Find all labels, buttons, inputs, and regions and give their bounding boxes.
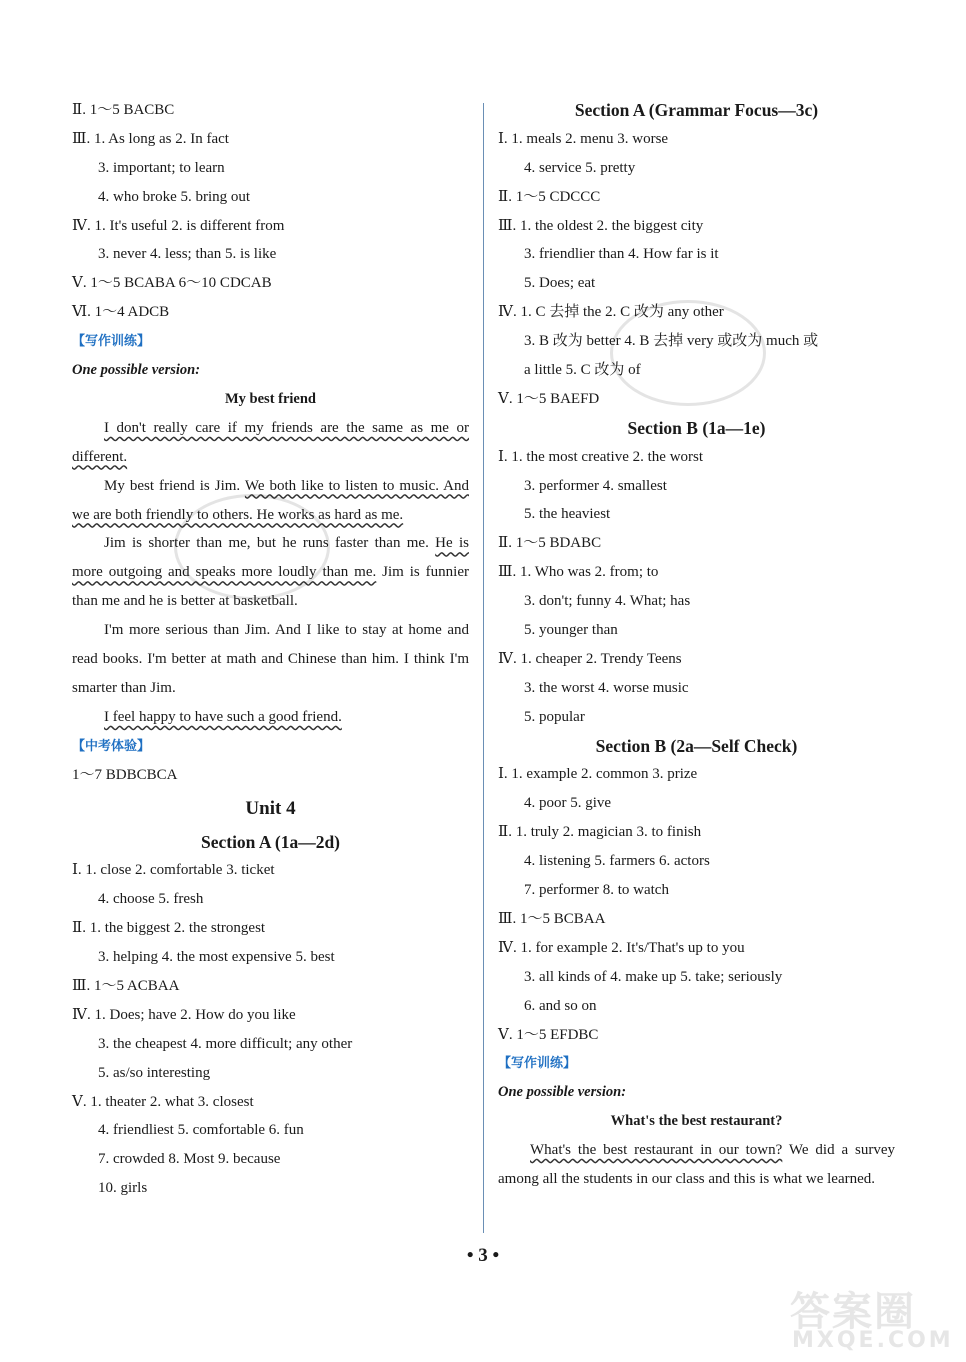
section-title: Section B (1a—1e): [627, 417, 766, 438]
answer-line: Ⅲ. 1～5 ACBAA: [72, 978, 180, 994]
answer-line: 4. service 5. pretty: [524, 159, 636, 176]
underlined-sentence: I feel happy to have such a good friend.: [104, 708, 342, 725]
essay-paragraph: [72, 703, 469, 732]
answer-line: 10. girls: [98, 1180, 148, 1197]
version-label: One possible version:: [72, 362, 201, 379]
answer-line: 4. who broke 5. bring out: [98, 188, 251, 205]
sentence: Jim is funnier than me and he is better at basketball.: [72, 564, 470, 610]
page-number: • 3 •: [466, 1245, 500, 1266]
answer-line: 5. younger than: [524, 622, 618, 639]
version-label: One possible version:: [498, 1084, 627, 1101]
sentence: We did a survey among all the students in our class and this is what we learned.: [498, 1142, 895, 1187]
answer-line: Ⅳ. 1. for example 2. It's/That's up to you: [498, 939, 745, 956]
answer-line: Ⅱ. 1. truly 2. magician 3. to finish: [498, 824, 702, 841]
answer-line: 5. popular: [524, 708, 585, 725]
answer-line: 3. performer 4. smallest: [524, 477, 667, 494]
answer-line: Ⅲ. 1. the oldest 2. the biggest city: [498, 217, 704, 234]
answer-line: 3. the cheapest 4. more difficult; any other: [98, 1035, 353, 1052]
sentence: Jim is shorter than me, but he runs faster than me.: [104, 535, 436, 552]
answer-line: 3. helping 4. the most expensive 5. best: [98, 949, 335, 966]
sentence: I'm more serious than Jim. And I like to stay at home and read books. I'm better at math and Chinese than him. I think I'm smarter than Jim.: [72, 622, 469, 696]
answer-line: 3. friendlier than 4. How far is it: [524, 246, 719, 263]
unit-title: Unit 4: [245, 797, 296, 819]
answer-line: 4. choose 5. fresh: [98, 891, 204, 908]
underlined-sentence: We both like to listen to music. And we are both friendly to others. He works as hard as me.: [72, 477, 469, 523]
right-column: [498, 96, 895, 1194]
answer-line: Ⅱ. 1～5 CDCCC: [498, 188, 601, 205]
site-logo: [784, 1278, 954, 1358]
answer-line: Ⅰ. 1. the most creative 2. the worst: [498, 448, 704, 465]
answer-line: Ⅴ. 1～5 EFDBC: [498, 1026, 599, 1043]
answer-line: Ⅲ. 1. As long as 2. In fact: [72, 130, 229, 147]
essay-body: [498, 1136, 895, 1194]
column-divider: [483, 103, 484, 1233]
essay-paragraph: [498, 1136, 895, 1194]
answer-line: a little 5. C 改为 of: [524, 362, 641, 379]
answer-line: Ⅲ. 1. Who was 2. from; to: [498, 564, 659, 581]
essay-body: [72, 414, 469, 732]
answer-line: Ⅳ. 1. Does; have 2. How do you like: [72, 1006, 296, 1023]
logo-text: 答案圈: [790, 1289, 916, 1335]
answer-line: 6. and so on: [524, 997, 597, 1014]
answer-line: 3. don't; funny 4. What; has: [524, 593, 691, 610]
answer-line: Ⅰ. 1. meals 2. menu 3. worse: [498, 130, 669, 147]
essay-paragraph: [72, 529, 469, 616]
answer-line: 4. friendliest 5. comfortable 6. fun: [98, 1122, 304, 1139]
essay-title: What's the best restaurant?: [610, 1113, 783, 1130]
answer-line: Ⅵ. 1～4 ADCB: [72, 304, 170, 321]
section-answer-list: [498, 443, 895, 732]
answer-line: 4. poor 5. give: [524, 795, 612, 812]
answer-line: Ⅳ. 1. C 去掉 the 2. C 改为 any other: [498, 304, 724, 321]
answer-line: Ⅳ. 1. It's useful 2. is different from: [72, 217, 285, 234]
answer-line: Ⅱ. 1～5 BACBC: [72, 102, 175, 118]
answer-line: Ⅰ. 1. close 2. comfortable 3. ticket: [72, 862, 275, 879]
essay-title: My best friend: [224, 390, 316, 407]
answer-line: 5. Does; eat: [524, 275, 596, 292]
logo-url: MXQE.COM: [792, 1328, 954, 1353]
writing-tag: 【写作训练】: [72, 334, 151, 350]
answer-line: Ⅱ. 1～5 BDABC: [498, 535, 602, 552]
answer-line: 3. never 4. less; than 5. is like: [98, 246, 277, 263]
section-answer-list: [498, 760, 895, 1049]
answer-line: 5. as/so interesting: [98, 1064, 211, 1081]
answer-line: Ⅱ. 1. the biggest 2. the strongest: [72, 920, 266, 937]
section-title: Section A (Grammar Focus—3c): [574, 100, 819, 120]
writing-tag: 【写作训练】: [498, 1056, 577, 1072]
answer-line: Ⅴ. 1～5 BAEFD: [498, 390, 600, 407]
underlined-sentence: He is more outgoing and speaks more loudly than me.: [72, 535, 469, 581]
section-answer-list: [72, 856, 469, 1203]
answer-line: 4. listening 5. farmers 6. actors: [524, 853, 710, 870]
answer-line: 5. the heaviest: [524, 506, 611, 523]
answer-line: 7. crowded 8. Most 9. because: [98, 1151, 281, 1168]
answer-line: 3. the worst 4. worse music: [524, 679, 689, 696]
answer-line: 7. performer 8. to watch: [524, 882, 669, 899]
underlined-sentence: What's the best restaurant in our town?: [530, 1142, 783, 1159]
exam-answers: 1～7 BDBCBCA: [72, 766, 178, 783]
essay-paragraph: [72, 616, 469, 703]
section-title: Section B (2a—Self Check): [595, 735, 798, 756]
answer-line: Ⅳ. 1. cheaper 2. Trendy Teens: [498, 650, 682, 667]
essay-paragraph: [72, 472, 469, 530]
section-title: Section A (1a—2d): [200, 831, 341, 852]
answer-line: Ⅴ. 1～5 BCABA 6～10 CDCAB: [72, 275, 272, 292]
sentence: My best friend is Jim.: [104, 477, 245, 494]
essay-paragraph: [72, 414, 469, 472]
exam-tag: 【中考体验】: [72, 738, 151, 754]
answer-line: Ⅰ. 1. example 2. common 3. prize: [498, 766, 698, 783]
answer-line: 3. all kinds of 4. make up 5. take; seriously: [524, 968, 783, 985]
answer-line: 3. important; to learn: [98, 159, 225, 176]
left-answer-list: [72, 96, 469, 327]
answer-line: Ⅲ. 1～5 BCBAA: [498, 910, 606, 927]
left-column: [72, 96, 469, 1203]
answer-line: Ⅴ. 1. theater 2. what 3. closest: [72, 1093, 254, 1110]
answer-line: 3. B 改为 better 4. B 去掉 very 或改为 much 或: [524, 333, 819, 350]
section-answer-list: [498, 125, 895, 414]
underlined-sentence: I don't really care if my friends are the same as me or different.: [72, 419, 469, 465]
